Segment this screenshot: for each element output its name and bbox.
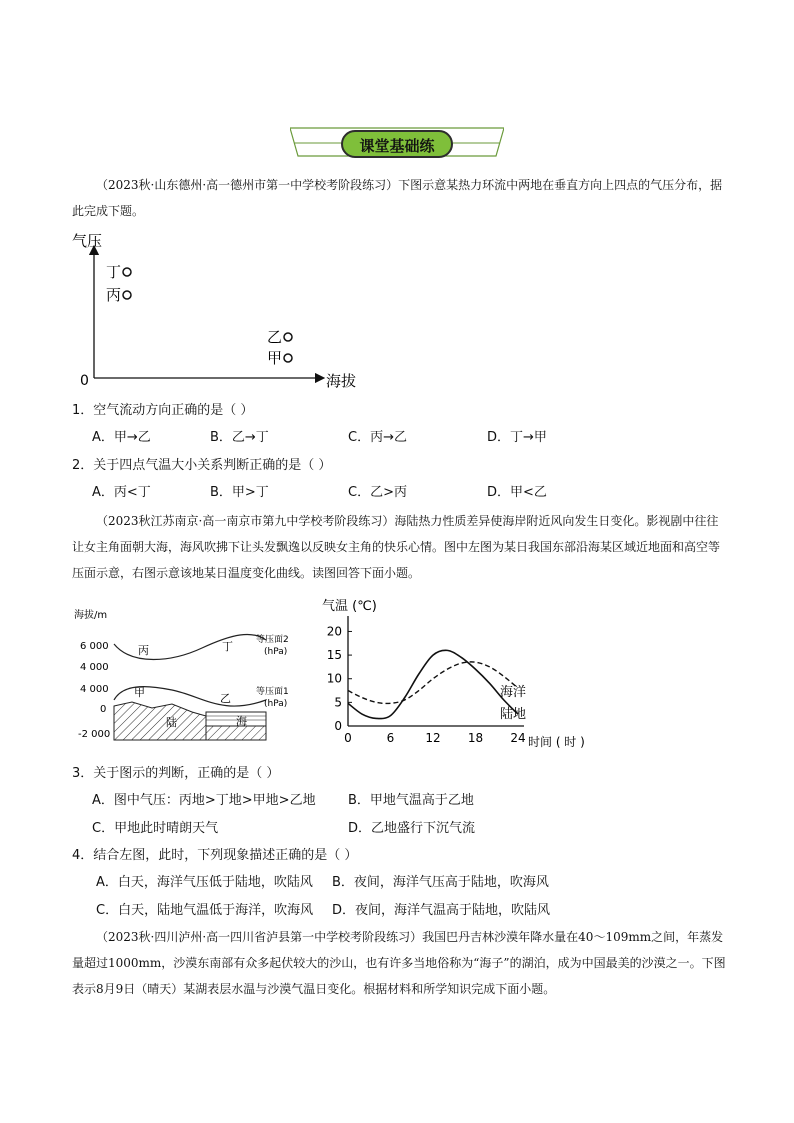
q4-option-b[interactable]: B．夜间，海洋气压高于陆地，吹海风: [332, 875, 549, 890]
series-sea-line: [348, 662, 518, 704]
series-land-label: 陆地: [500, 707, 527, 722]
q4-option-d[interactable]: D．夜间，海洋气温高于陆地，吹陆风: [332, 903, 551, 918]
q4-option-c[interactable]: C．白天，陆地气温低于海洋，吹海风: [96, 903, 314, 918]
chart-ylabel: 气温 (℃): [322, 599, 377, 614]
point-jia: [284, 354, 292, 362]
land-area: [114, 702, 206, 740]
q3-option-b[interactable]: B．甲地气温高于乙地: [348, 793, 474, 808]
question-3: 3．关于图示的判断，正确的是（ ）: [72, 766, 280, 781]
question-4: 4．结合左图，此时，下列现象描述正确的是（ ）: [72, 848, 358, 863]
tick-4000-upper: 4 000: [80, 662, 109, 673]
tick-6000: 6 000: [80, 641, 109, 652]
q2-option-b[interactable]: B．甲>丁: [210, 485, 269, 500]
surface2-label: 等压面2: [256, 635, 289, 645]
y-tick-label: 20: [326, 624, 342, 639]
y-tick-label: 10: [326, 671, 342, 686]
point-label-yi: 乙: [267, 328, 283, 346]
q2-option-d[interactable]: D．甲<乙: [487, 485, 547, 500]
point-label-ding: 丁: [106, 263, 122, 281]
label-yi: 乙: [220, 692, 231, 705]
point-ding: [123, 268, 131, 276]
surface1-label: 等压面1: [256, 687, 289, 697]
q4-option-a[interactable]: A．白天，海洋气压低于陆地，吹陆风: [96, 875, 313, 890]
point-bing: [123, 291, 131, 299]
tick-0: 0: [100, 704, 107, 715]
q3-option-c[interactable]: C．甲地此时晴朗天气: [92, 821, 219, 836]
pressure-altitude-chart: [70, 228, 370, 393]
y-tick-label: 15: [326, 648, 342, 663]
series-sea-label: 海洋: [500, 685, 527, 700]
question-1: 1．空气流动方向正确的是（ ）: [72, 403, 254, 418]
diagram-y-title: 海拔/m: [74, 610, 108, 621]
y-tick-label: 0: [334, 719, 342, 733]
series-land-line: [348, 650, 518, 718]
tick-minus-2000: -2 000: [78, 729, 111, 740]
point-label-jia: 甲: [267, 349, 283, 367]
x-tick-label: 0: [344, 731, 352, 745]
origin-label: 0: [80, 373, 89, 389]
x-tick-label: 12: [425, 731, 441, 745]
label-bing: 丙: [138, 644, 149, 657]
x-axis-label: 海拔: [326, 372, 357, 390]
tick-4000-lower: 4 000: [80, 684, 109, 695]
label-sea: 海: [236, 715, 247, 728]
passage-3: （2023秋·四川泸州·高一四川省泸县第一中学校考阶段练习）我国巴丹吉林沙漠年降水量在40～109mm之间，年蒸发量超过1000mm，沙漠东南部有众多起伏较大的沙山，也有许多当地俗称为“海子”的湖泊，成为中国最美的沙漠之一。下图表示8月9日（晴天）某湖表层水温与沙漠气温日变化。根据材料和所学知识完成下面小题。: [72, 930, 726, 996]
label-land: 陆: [166, 716, 177, 729]
x-tick-label: 24: [510, 731, 526, 745]
passage-1: （2023秋·山东德州·高一德州市第一中学校考阶段练习）下图示意某热力环流中两地在垂直方向上四点的气压分布，据此完成下题。: [72, 178, 723, 218]
isobaric-surface-2: [114, 634, 266, 659]
question-2: 2．关于四点气温大小关系判断正确的是（ ）: [72, 458, 332, 473]
surface1-unit: (hPa): [264, 699, 288, 709]
q1-option-d[interactable]: D．丁→甲: [487, 430, 547, 445]
label-ding: 丁: [222, 640, 233, 653]
y-tick-label: 5: [334, 695, 342, 710]
y-axis-label: 气压: [72, 232, 103, 250]
temperature-line-chart: [318, 596, 598, 754]
x-tick-label: 6: [386, 731, 395, 745]
q1-option-a[interactable]: A．甲→乙: [92, 430, 151, 445]
x-tick-label: 18: [467, 731, 484, 745]
q2-option-a[interactable]: A．丙<丁: [92, 485, 151, 500]
point-yi: [284, 333, 292, 341]
q1-option-c[interactable]: C．丙→乙: [348, 430, 407, 445]
section-title: 课堂基础练: [359, 137, 435, 155]
q2-option-c[interactable]: C．乙>丙: [348, 485, 407, 500]
passage-2: （2023秋江苏南京·高一南京市第九中学校考阶段练习）海陆热力性质差异使海岸附近风向发生日变化。影视剧中往往让女主角面朝大海，海风吹拂下让头发飘逸以反映女主角的快乐心情。图中左图为某日我国东部沿海某区域近地面和高空等压面示意，右图示意该地某日温度变化曲线。读图回答下面小题。: [72, 514, 721, 580]
point-label-bing: 丙: [106, 286, 122, 304]
q1-option-b[interactable]: B．乙→丁: [210, 430, 269, 445]
label-jia: 甲: [134, 686, 145, 699]
surface2-unit: (hPa): [264, 647, 288, 657]
q3-option-a[interactable]: A．图中气压：丙地>丁地>甲地>乙地: [92, 793, 316, 808]
chart-xlabel: 时间 ( 时 ): [528, 735, 585, 749]
q3-option-d[interactable]: D．乙地盛行下沉气流: [348, 821, 476, 836]
isobaric-surface-diagram: [72, 604, 312, 744]
